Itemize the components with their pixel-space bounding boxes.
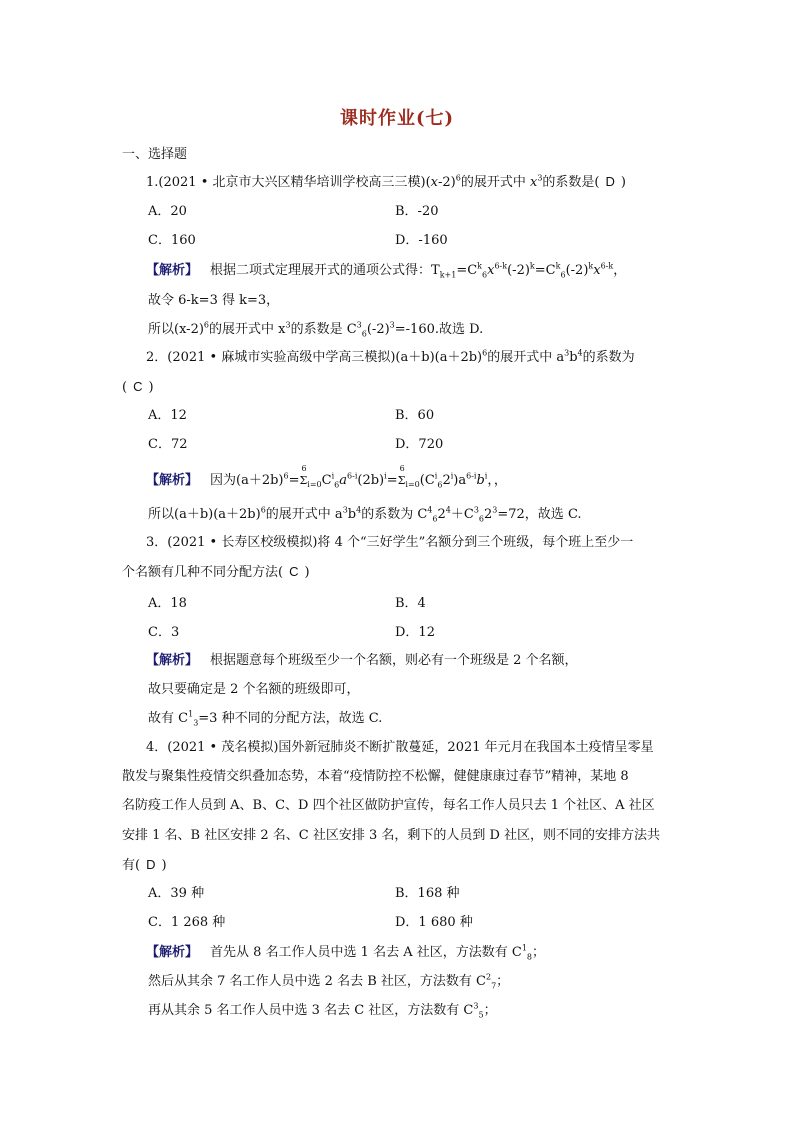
q1-option-c: C．160 [148,233,196,248]
question-4-stem-1: 4．(2021 • 茂名模拟)国外新冠肺炎不断扩散蔓延，2021 年元月在我国本土疫情呈零星 [146,740,654,755]
question-2-answer-line: ( C ) [122,379,154,395]
q4-option-a: A．39 种 [148,886,205,901]
q4-option-c: C．1 268 种 [148,915,226,930]
q3-option-b: B．4 [395,596,426,611]
q1-option-d: D．-160 [395,233,448,248]
q1-option-b: B．-20 [395,204,439,219]
q4-analysis-1: 【解析】 首先从 8 名工作人员中选 1 名去 A 社区，方法数有 $C^1_8$； [146,943,546,962]
q1-analysis-1: 【解析】 根据二项式定理展开式的通项公式得：$T_{k+1}=C^k_6x^{6-k}(-2)^k=C^k_6(-2)^kx^{6-k}$， [146,261,627,280]
section-heading: 一、选择题 [122,147,188,162]
question-4-stem-2: 散发与聚集性疫情交织叠加态势，本着“疫情防控不松懈，健健康康过春节”精神，某地 8 [122,769,629,784]
summation-symbol: 6 $\Sigma_{i=0}$ [299,464,322,490]
q2-option-c: C．72 [148,437,188,452]
q4-option-b: B．168 种 [395,886,460,901]
q1-option-a: A．20 [148,204,187,219]
question-3-stem-1: 3．(2021 • 长寿区校级模拟)将 4 个“三好学生”名额分到三个班级，每个班上至少一 [146,535,634,550]
question-3-stem-2: 个名额有几种不同分配方法( C ) [122,564,310,580]
q2-analysis-1: 【解析】 因为$(a+2b)^6=$ 6 $\Sigma_{i=0}C^i_6a^{6-i}(2b)^i=$ 6 $\Sigma_{i=0}(C^i_62^i)a^{6-i}b^i$，， [146,464,507,490]
q1-analysis-3: 所以$(x-2)^6$的展开式中 $x^3$的系数是 $C^3_6(-2)^3=-160$.故选 D. [148,320,484,339]
q2-option-b: B．60 [395,408,435,423]
question-4-stem-3: 名防疫工作人员到 A、B、C、D 四个社区做防护宣传，每名工作人员只去 1 个社区、A 社区 [122,798,655,813]
q3-option-c: C．3 [148,625,180,640]
q1-analysis-2: 故令 6-k=3 得 k=3， [148,293,280,308]
q4-analysis-3: 再从其余 5 名工作人员中选 3 名去 C 社区，方法数有 $C^3_5$； [148,1001,497,1020]
question-1-answer: D [605,174,615,189]
q2-option-a: A．12 [148,408,187,423]
q2-option-d: D．720 [395,437,444,452]
page-title: 课时作业(七) [339,108,455,129]
question-2-answer: C [133,379,143,394]
q2-analysis-2: 所以$(a+b)(a+2b)^6$的展开式中 $a^3b^4$的系数为 $C^4_62^4+C^3_62^3=72$，故选 C. [148,505,582,524]
q3-option-a: A．18 [148,596,187,611]
question-4-stem-4: 安排 1 名、B 社区安排 2 名、C 社区安排 3 名，剩下的人员到 D 社区，则不同的安排方法共 [122,828,661,843]
q4-analysis-2: 然后从其余 7 名工作人员中选 2 名去 B 社区，方法数有 $C^2_7$； [148,972,510,991]
q3-analysis-2: 故只要确定是 2 个名额的班级即可， [148,682,360,697]
q3-analysis-3: 故有 $C^1_3=3$ 种不同的分配方法，故选 C. [148,709,383,728]
q3-option-d: D．12 [395,625,435,640]
question-4-answer: D [146,857,156,872]
question-4-stem-5: 有( D ) [122,857,167,873]
summation-symbol-2: 6 $\Sigma_{i=0}$ [397,464,420,490]
q3-analysis-1: 【解析】 根据题意每个班级至少一个名额，则必有一个班级是 2 个名额， [146,653,578,668]
question-3-answer: C [289,564,299,579]
question-1-stem: 1.(2021 • 北京市大兴区精华培训学校高三三模)$(x-2)^6$的展开式中 $x^3$的系数是( D ) [146,173,626,190]
question-2-stem: 2．(2021 • 麻城市实验高级中学高三模拟)$(a+b)(a+2b)^6$的展开式中 $a^3b^4$的系数为 [146,348,635,365]
q4-option-d: D．1 680 种 [395,915,473,930]
